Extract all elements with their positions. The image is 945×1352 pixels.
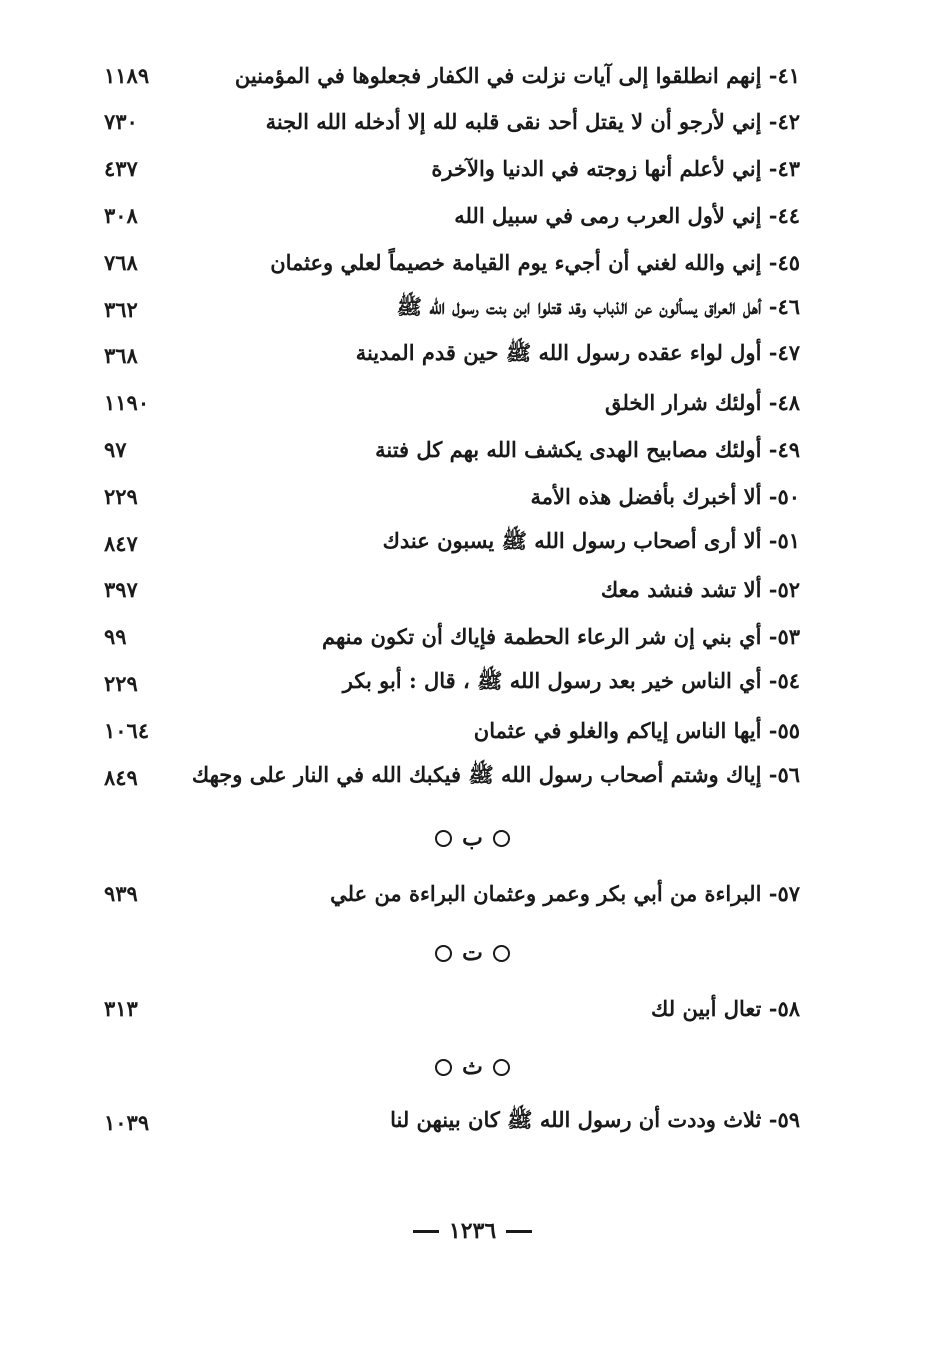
entry-text: ٤١- إنهم انطلقوا إلى آيات نزلت في الكفار فجعلوها في المؤمنين: [234, 62, 800, 88]
section-heading-tha: [0, 1047, 945, 1087]
entry-text: ٥٥- أيها الناس إياكم والغلو في عثمان: [473, 717, 800, 743]
list-item: [100, 871, 800, 915]
section-heading-ta: [0, 933, 945, 973]
entry-page-number: ٨٤٩: [104, 764, 138, 790]
entry-page-number: ٩٣٩: [104, 880, 138, 906]
entry-page-number: ٢٢٩: [104, 670, 138, 696]
dash-ornament: [506, 1230, 532, 1233]
list-item: [100, 708, 800, 752]
dash-ornament: [413, 1230, 439, 1233]
list-item: [100, 99, 800, 143]
circle-ornament-icon: [435, 1059, 452, 1076]
entry-page-number: ١١٨٩: [104, 62, 150, 88]
entry-text: ٤٢- إني لأرجو أن لا يقتل أحد نقى قلبه لله إلا أدخله الله الجنة: [265, 108, 800, 134]
entry-page-number: ١٠٦٤: [104, 717, 150, 743]
entry-text: ٥٣- أي بني إن شر الرعاء الحطمة فإياك أن تكون منهم: [321, 623, 800, 649]
entry-page-number: ٩٧: [104, 436, 127, 462]
entry-page-number: ٩٩: [104, 623, 127, 649]
entry-page-number: ١١٩٠: [104, 389, 150, 415]
circle-ornament-icon: [493, 830, 510, 847]
list-item: [100, 287, 800, 331]
entry-page-number: ٣٩٧: [104, 576, 138, 602]
page-number: ١٢٣٦: [448, 1218, 497, 1244]
entry-page-number: ٣٦٢: [104, 296, 138, 322]
list-item: [100, 333, 800, 377]
circle-ornament-icon: [435, 830, 452, 847]
list-item: [100, 1100, 800, 1144]
entry-text: ٥٢- ألا تشد فنشد معك: [600, 576, 800, 602]
section-letter: ث: [462, 1054, 483, 1080]
entry-page-number: ٢٢٩: [104, 483, 138, 509]
entry-page-number: ٧٣٠: [104, 108, 138, 134]
list-item: [100, 193, 800, 237]
entry-text: ٤٥- إني والله لغني أن أجيء يوم القيامة خصيماً لعلي وعثمان: [270, 249, 800, 275]
entry-page-number: ١٠٣٩: [104, 1109, 150, 1135]
list-item: [100, 614, 800, 658]
entry-text: ٥٨- تعال أبين لك: [651, 995, 800, 1021]
entry-page-number: ٧٦٨: [104, 249, 138, 275]
circle-ornament-icon: [493, 1059, 510, 1076]
list-item: [100, 53, 800, 97]
circle-ornament-icon: [435, 945, 452, 962]
entry-text: ٤٩- أولئك مصابيح الهدى يكشف الله بهم كل فتنة: [375, 436, 800, 462]
entry-page-number: ٣١٣: [104, 995, 138, 1021]
entry-text: ٥٦- إياك وشتم أصحاب رسول الله ﷺ فيكبك الله في النار على وجهك: [191, 761, 800, 787]
list-item: [100, 240, 800, 284]
list-item: [100, 986, 800, 1030]
entry-text: ٤٧- أول لواء عقده رسول الله ﷺ حين قدم المدينة: [355, 339, 800, 365]
section-letter: ب: [462, 825, 483, 851]
page-number-footer: [0, 1213, 945, 1249]
list-item: [100, 427, 800, 471]
section-heading-ba: [0, 818, 945, 858]
entry-text: ٤٦- أهل العراق يسألون عن الذباب وقد قتلوا ابن بنت رسول الله ﷺ: [396, 293, 800, 319]
entry-text: ٤٨- أولئك شرار الخلق: [604, 389, 800, 415]
entry-text: ٥٧- البراءة من أبي بكر وعمر وعثمان البراءة من علي: [330, 880, 800, 906]
list-item: [100, 380, 800, 424]
entry-text: ٥٤- أي الناس خير بعد رسول الله ﷺ ، قال : أبو بكر: [342, 667, 800, 693]
section-letter: ت: [462, 940, 483, 966]
entry-text: ٥١- ألا أرى أصحاب رسول الله ﷺ يسبون عندك: [382, 527, 800, 553]
list-item: [100, 755, 800, 799]
list-item: [100, 567, 800, 611]
entry-page-number: ٣٠٨: [104, 202, 138, 228]
entry-text: ٥٩- ثلاث وددت أن رسول الله ﷺ كان بينهن لنا: [390, 1106, 800, 1132]
entry-page-number: ٤٣٧: [104, 155, 138, 181]
entry-page-number: ٨٤٧: [104, 530, 138, 556]
list-item: [100, 661, 800, 705]
list-item: [100, 521, 800, 565]
circle-ornament-icon: [493, 945, 510, 962]
entry-text: ٤٣- إني لأعلم أنها زوجته في الدنيا والآخرة: [431, 155, 800, 181]
list-item: [100, 474, 800, 518]
entry-text: ٥٠- ألا أخبرك بأفضل هذه الأمة: [530, 483, 800, 509]
entry-page-number: ٣٦٨: [104, 342, 138, 368]
entry-text: ٤٤- إني لأول العرب رمى في سبيل الله: [454, 202, 800, 228]
list-item: [100, 146, 800, 190]
